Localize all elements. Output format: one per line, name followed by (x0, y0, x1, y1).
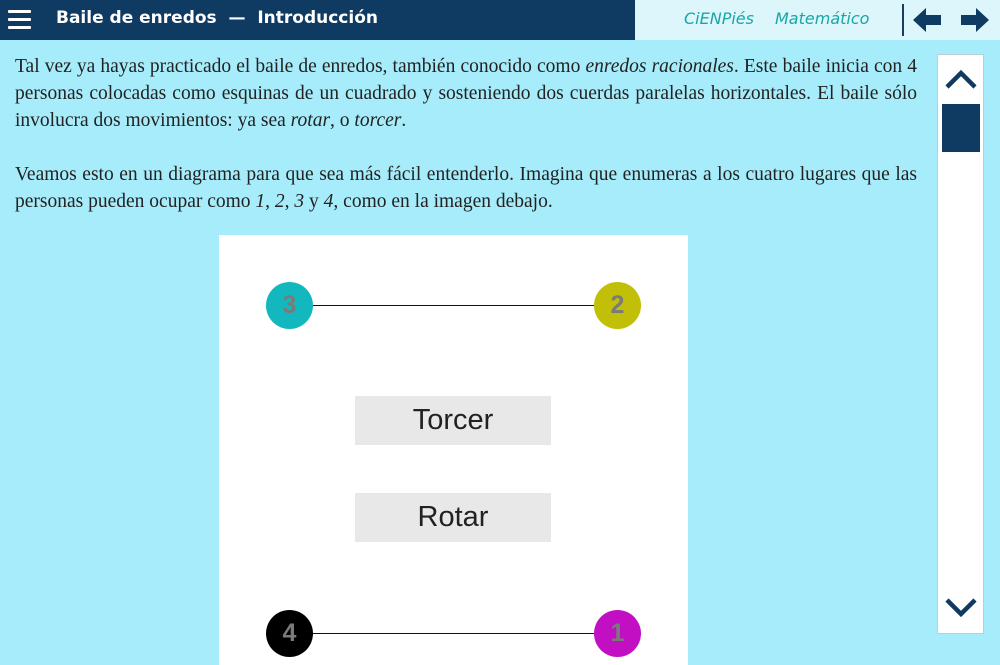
italic-term: rotar (290, 110, 331, 131)
hamburger-menu-icon[interactable] (8, 9, 31, 31)
text-segment: , o (330, 110, 355, 131)
rotate-button[interactable]: Rotar (355, 493, 551, 542)
italic-term: 1 (255, 191, 266, 212)
text-segment: Tal vez ya hayas practicado el baile de enredos, también conocido como (15, 56, 586, 77)
arrow-right-icon[interactable] (960, 6, 990, 34)
header-divider (902, 4, 904, 36)
page-title: Baile de enredos — Introducción (56, 8, 378, 28)
position-1-circle: 1 (594, 610, 641, 657)
italic-term: enredos racionales (585, 56, 734, 77)
position-4-circle: 4 (266, 610, 313, 657)
vertical-scrollbar[interactable] (937, 54, 984, 634)
italic-term: 4 (323, 191, 334, 212)
bottom-rope (289, 633, 617, 634)
italic-term: 3 (294, 191, 305, 212)
brand-name-left: CiENPiés (684, 9, 754, 28)
intro-paragraph-1 (15, 53, 917, 134)
text-segment: . (401, 110, 407, 131)
top-rope (289, 305, 617, 306)
italic-term: 2 (274, 191, 285, 212)
dance-diagram (219, 235, 688, 665)
position-2-circle: 2 (594, 282, 641, 329)
twist-button[interactable]: Torcer (355, 396, 551, 445)
text-segment: , como en la imagen debajo. (333, 191, 553, 212)
italic-term: torcer (354, 110, 402, 131)
arrow-left-icon[interactable] (912, 6, 942, 34)
text-segment: , (284, 191, 295, 212)
chevron-down-icon[interactable] (944, 596, 978, 620)
brand-area (635, 0, 1000, 40)
intro-paragraph-2 (15, 161, 917, 215)
top-bar (0, 0, 1000, 40)
position-3-circle: 3 (266, 282, 313, 329)
brand-name-right: Matemático (775, 9, 870, 28)
text-segment: y (304, 191, 324, 212)
text-segment: Veamos esto en un diagrama para que sea más fácil entenderlo. Imagina que enumeras a los cuatro lugares que las personas pueden ocupar como (15, 164, 917, 212)
scroll-thumb[interactable] (942, 104, 980, 152)
text-segment: . Este baile inicia con 4 personas colocadas como esquinas de un cuadrado y sosteniendo dos cuerdas paralelas horizontales. El baile sólo involucra dos movimientos: ya sea (15, 56, 917, 131)
text-segment: , (265, 191, 275, 212)
intro-text (15, 53, 917, 242)
chevron-up-icon[interactable] (944, 67, 978, 91)
